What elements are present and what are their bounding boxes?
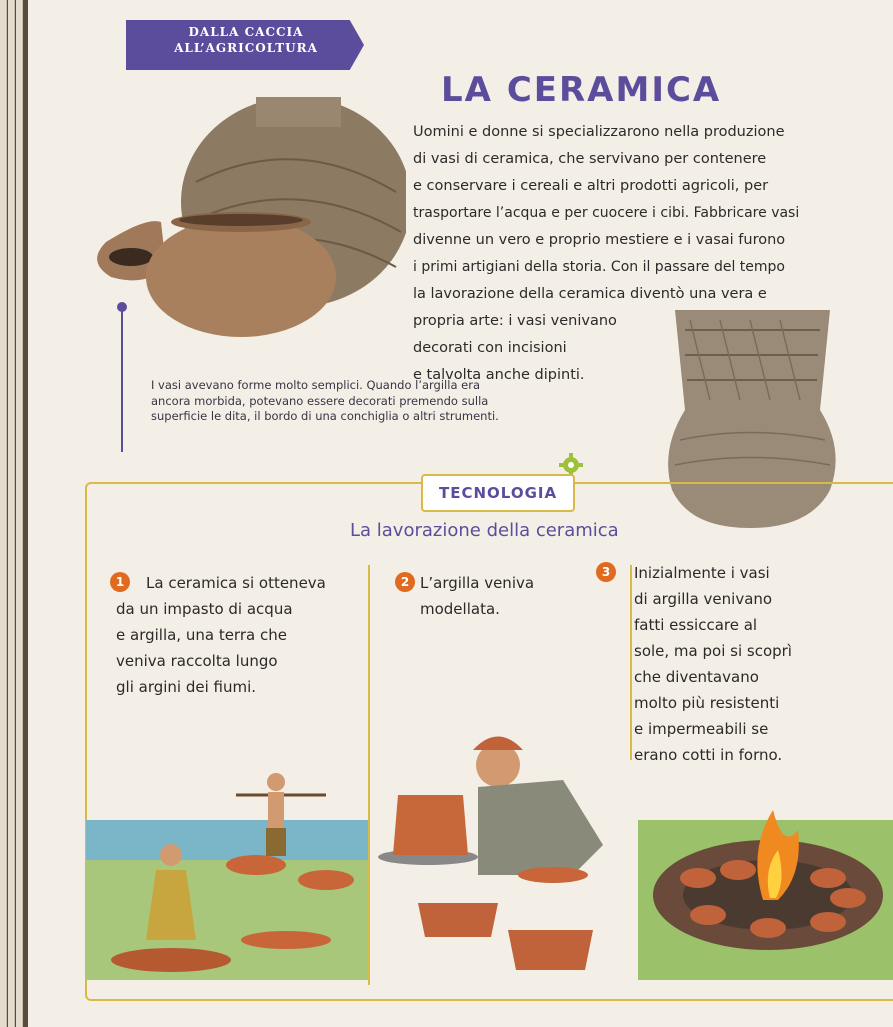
column-divider: [368, 565, 370, 985]
step-number-badge: 2: [395, 572, 415, 592]
step-text-line: da un impasto di acqua: [116, 600, 293, 618]
intro-line: trasportare l’acqua e per cuocere i cibi. Fabbricare vasi: [413, 205, 800, 221]
intro-line: decorati con incisioni: [413, 340, 567, 356]
step-text-line: Inizialmente i vasi: [634, 564, 770, 582]
step-text-line: che diventavano: [634, 668, 759, 686]
step-1-text: [116, 570, 326, 700]
intro-line: Uomini e donne si specializzarono nella produzione: [413, 124, 785, 140]
page-title: LA CERAMICA: [441, 70, 722, 110]
intro-line: propria arte: i vasi venivano: [413, 313, 617, 329]
image-caption: I vasi avevano forme molto semplici. Quando l’argilla era ancora morbida, potevano essere decorati premendo sulla superficie le dita, il bordo di una conchiglia o altri strumenti.: [151, 378, 499, 423]
banner-line-2: ALL’AGRICOLTURA: [174, 41, 318, 55]
intro-line: divenne un vero e proprio mestiere e i vasai furono: [413, 232, 786, 248]
step-number-badge: 1: [110, 572, 130, 592]
step-text-line: La ceramica si otteneva: [146, 574, 326, 592]
step-text-line: fatti essiccare al: [634, 616, 758, 634]
step-text-line: e impermeabili se: [634, 720, 769, 738]
clay-modelling-illustration: [373, 725, 628, 990]
step-number-badge: 3: [596, 562, 616, 582]
chapter-banner-text: [146, 24, 346, 56]
intro-line: la lavorazione della ceramica diventò una vera e: [413, 286, 767, 302]
step-text-line: veniva raccolta lungo: [116, 652, 278, 670]
step-text-line: di argilla venivano: [634, 590, 773, 608]
textbook-page: [28, 0, 893, 1027]
intro-line: di vasi di ceramica, che servivano per contenere: [413, 151, 767, 167]
step-text-line: e argilla, una terra che: [116, 626, 287, 644]
page-edge: [0, 0, 7, 1027]
step-text-line: sole, ma poi si scoprì: [634, 642, 792, 660]
caption-pointer-line: [121, 306, 123, 452]
technology-subtitle: La lavorazione della ceramica: [350, 520, 619, 541]
step-text-line: erano cotti in forno.: [634, 746, 783, 764]
page-edge: [16, 0, 23, 1027]
column-divider: [630, 565, 632, 760]
caption-pointer-dot: [117, 302, 127, 312]
step-3-text: [634, 560, 792, 768]
intro-line: e conservare i cereali e altri prodotti agricoli, per: [413, 178, 769, 194]
step-text-line: modellata.: [420, 600, 500, 618]
step-text-line: gli argini dei fiumi.: [116, 678, 257, 696]
banner-line-1: DALLA CACCIA: [188, 25, 304, 39]
step-text-line: molto più resistenti: [634, 694, 780, 712]
intro-line: i primi artigiani della storia. Con il passare del tempo: [413, 259, 785, 275]
intro-line: e talvolta anche dipinti.: [413, 367, 585, 383]
page-edge: [8, 0, 15, 1027]
clay-gathering-illustration: [86, 770, 368, 980]
kiln-firing-illustration: [638, 790, 893, 980]
step-2-text: [420, 570, 534, 622]
step-text-line: L’argilla veniva: [420, 574, 535, 592]
technology-label: TECNOLOGIA: [421, 474, 575, 512]
